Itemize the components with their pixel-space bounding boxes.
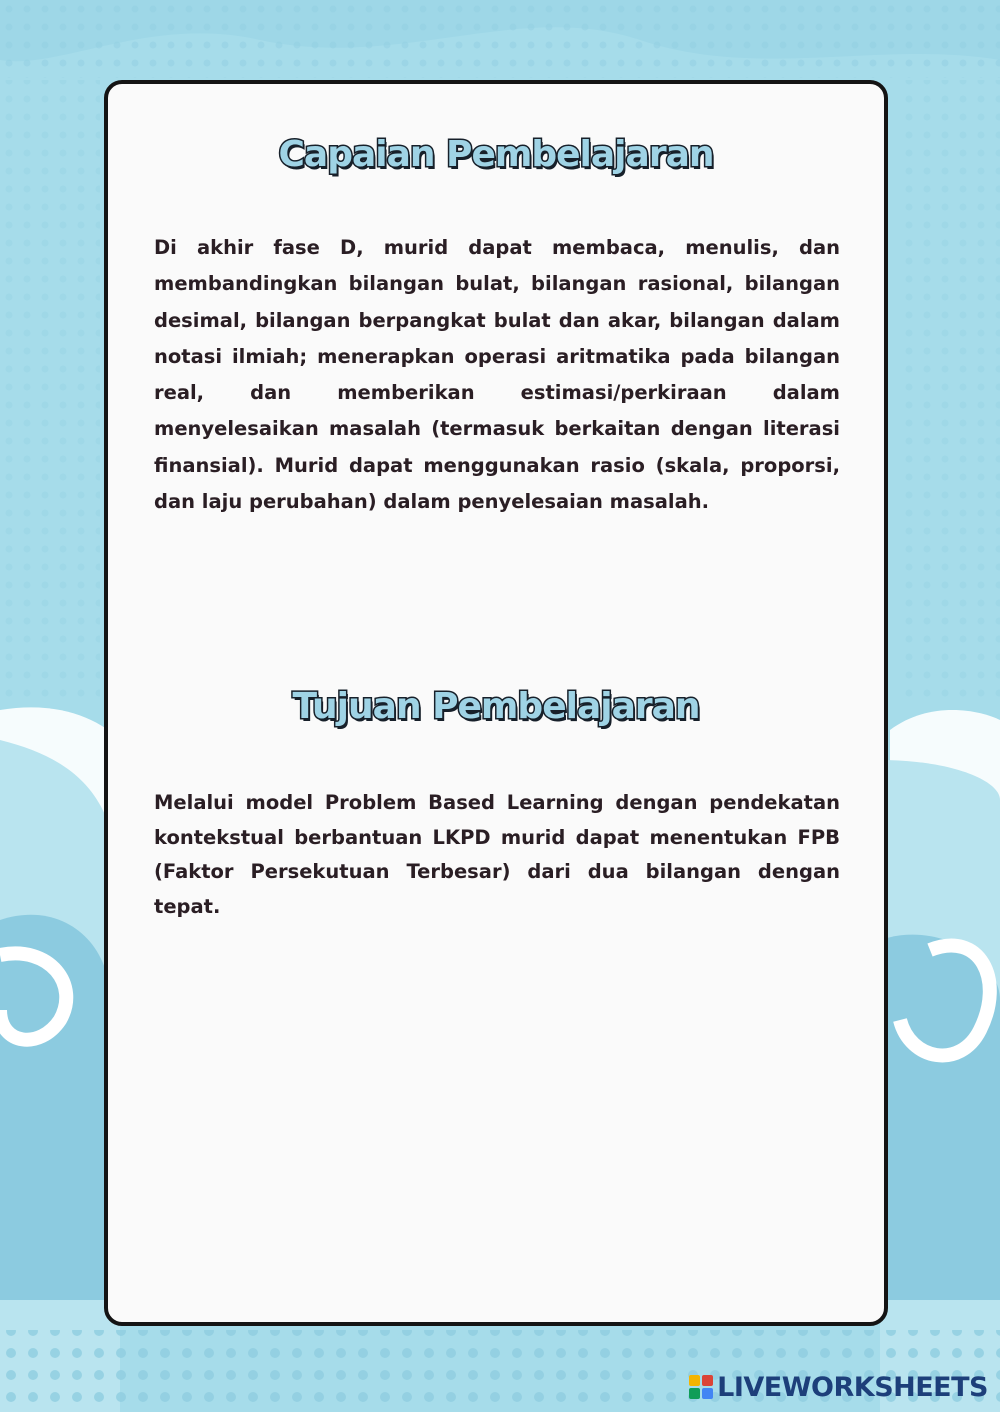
liveworksheets-wordmark: LIVEWORKSHEETS — [717, 1371, 988, 1403]
liveworksheets-logo[interactable] — [689, 1370, 988, 1404]
liveworksheets-logo-icon — [689, 1375, 713, 1399]
content-card — [104, 80, 888, 1326]
section-heading-tujuan: Tujuan Pembelajaran — [292, 686, 700, 727]
section-heading-capaian: Capaian Pembelajaran — [278, 134, 714, 175]
section-body-tujuan: Melalui model Problem Based Learning dengan pendekatan kontekstual berbantuan LKPD murid dapat menentukan FPB (Faktor Persekutuan Terbesar) dari dua bilangan dengan tepat. — [154, 791, 840, 918]
section-body-capaian: Di akhir fase D, murid dapat membaca, menulis, dan membandingkan bilangan bulat, bilangan rasional, bilangan desimal, bilangan berpangkat bulat dan akar, bilangan dalam notasi ilmiah; menerapkan operasi aritmatika pada bilangan real, dan memberikan estimasi/perkiraan dalam menyelesaikan masalah (termasuk berkaitan dengan literasi finansial). Murid dapat menggunakan rasio (skala, proporsi, dan laju perubahan) dalam penyelesaian masalah. — [154, 236, 840, 514]
